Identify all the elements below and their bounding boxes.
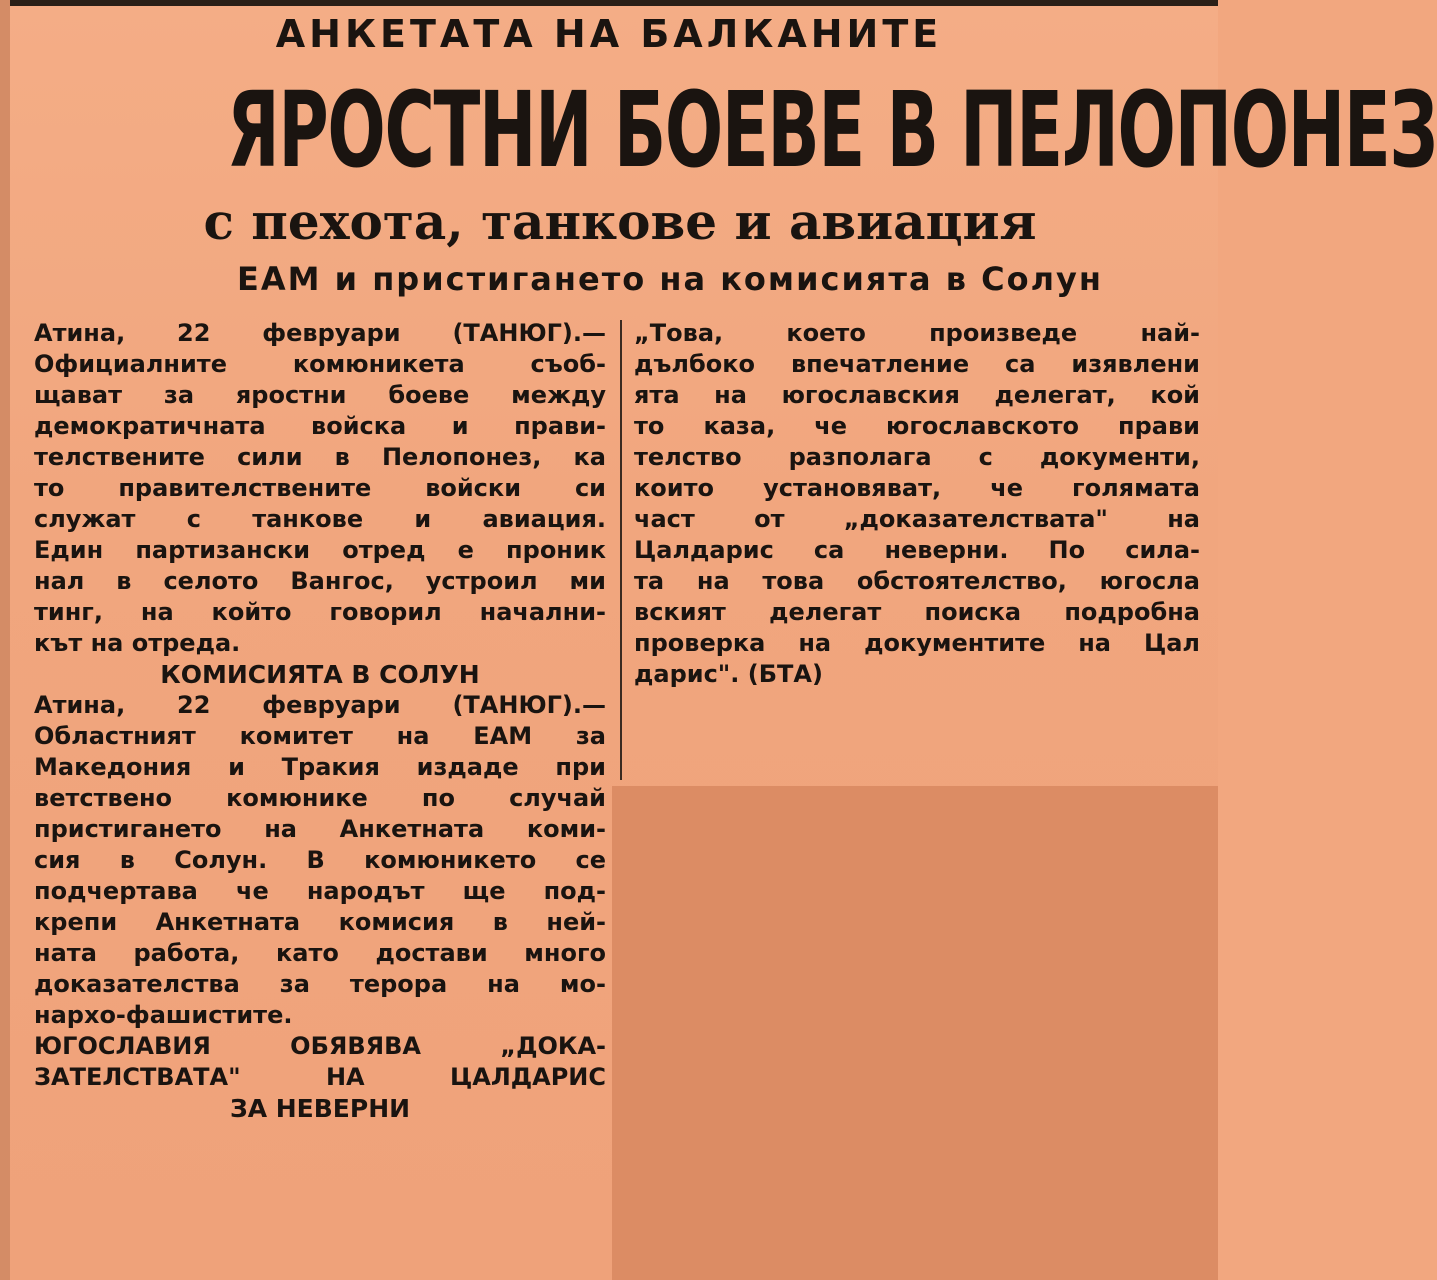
column-divider [620, 320, 622, 780]
text-line: ветствено комюнике по случай [34, 784, 606, 812]
text-line: вският делегат поиска подробна [634, 598, 1200, 626]
text-line: та на това обстоятелство, югосла [634, 567, 1200, 595]
text-line: ята на югославския делегат, кой [634, 381, 1200, 409]
section-heading-yugoslavia: ЗАТЕЛСТВАТА" НА ЦАЛДАРИС [34, 1063, 606, 1091]
torn-edge [0, 0, 10, 1280]
text-line: кът на отреда. [34, 629, 241, 657]
text-line: проверка на документите на Цал [634, 629, 1200, 657]
text-line: Официалните комюникета съоб- [34, 350, 606, 378]
left-column [34, 318, 606, 1124]
kicker: АНКЕТАТА НА БАЛКАНИТЕ [275, 12, 943, 56]
text-line: ната работа, като достави много [34, 939, 606, 967]
headline: ЯРОСТНИ БОЕВЕ В ПЕЛОПОНЕЗ [226, 69, 1437, 191]
text-line: подчертава че народът ще под- [34, 877, 606, 905]
text-line: Областният комитет на ЕАМ за [34, 722, 606, 750]
text-line: Атина, 22 февруари (ТАНЮГ).— [34, 691, 606, 719]
text-line: то правителствените войски си [34, 474, 606, 502]
deck: ЕАМ и пристигането на комисията в Солун [237, 260, 1103, 298]
text-line: Цалдарис са неверни. По сила- [634, 536, 1200, 564]
text-line: Македония и Тракия издаде при [34, 753, 606, 781]
text-line: пристигането на Анкетната коми- [34, 815, 606, 843]
text-line: крепи Анкетната комисия в ней- [34, 908, 606, 936]
text-line: телство разполага с документи, [634, 443, 1200, 471]
text-line: които установяват, че голямата [634, 474, 1200, 502]
text-line: сия в Солун. В комюникето се [34, 846, 606, 874]
text-line: Един партизански отред е проник [34, 536, 606, 564]
text-line: нал в селото Вангос, устроил ми [34, 567, 606, 595]
text-line: демократичната войска и прави- [34, 412, 606, 440]
subheadline: с пехота, танкове и авиация [203, 192, 1037, 251]
section-heading-yugoslavia: ЮГОСЛАВИЯ ОБЯВЯВА „ДОКА- [34, 1032, 606, 1060]
text-line: нархо-фашистите. [34, 1001, 293, 1029]
section-heading-solun: КОМИСИЯТА В СОЛУН [160, 660, 480, 689]
text-line: служат с танкове и авиация. [34, 505, 606, 533]
text-line: тинг, на който говорил начални- [34, 598, 606, 626]
text-line: „Това, което произведе най- [634, 319, 1200, 347]
blank-area [612, 786, 1218, 1280]
text-line: щават за яростни боеве между [34, 381, 606, 409]
section-heading-yugoslavia: ЗА НЕВЕРНИ [229, 1094, 411, 1123]
text-line: телствените сили в Пелопонез, ка [34, 443, 606, 471]
text-line: доказателства за терора на мо- [34, 970, 606, 998]
top-rule [0, 0, 1218, 6]
text-line: Атина, 22 февруари (ТАНЮГ).— [34, 319, 606, 347]
text-line: част от „доказателствата" на [634, 505, 1200, 533]
text-line: дълбоко впечатление са изявлени [634, 350, 1200, 378]
text-line: дарис". (БТА) [634, 660, 823, 688]
text-line: то каза, че югославското прави [634, 412, 1200, 440]
right-column [634, 318, 1200, 690]
